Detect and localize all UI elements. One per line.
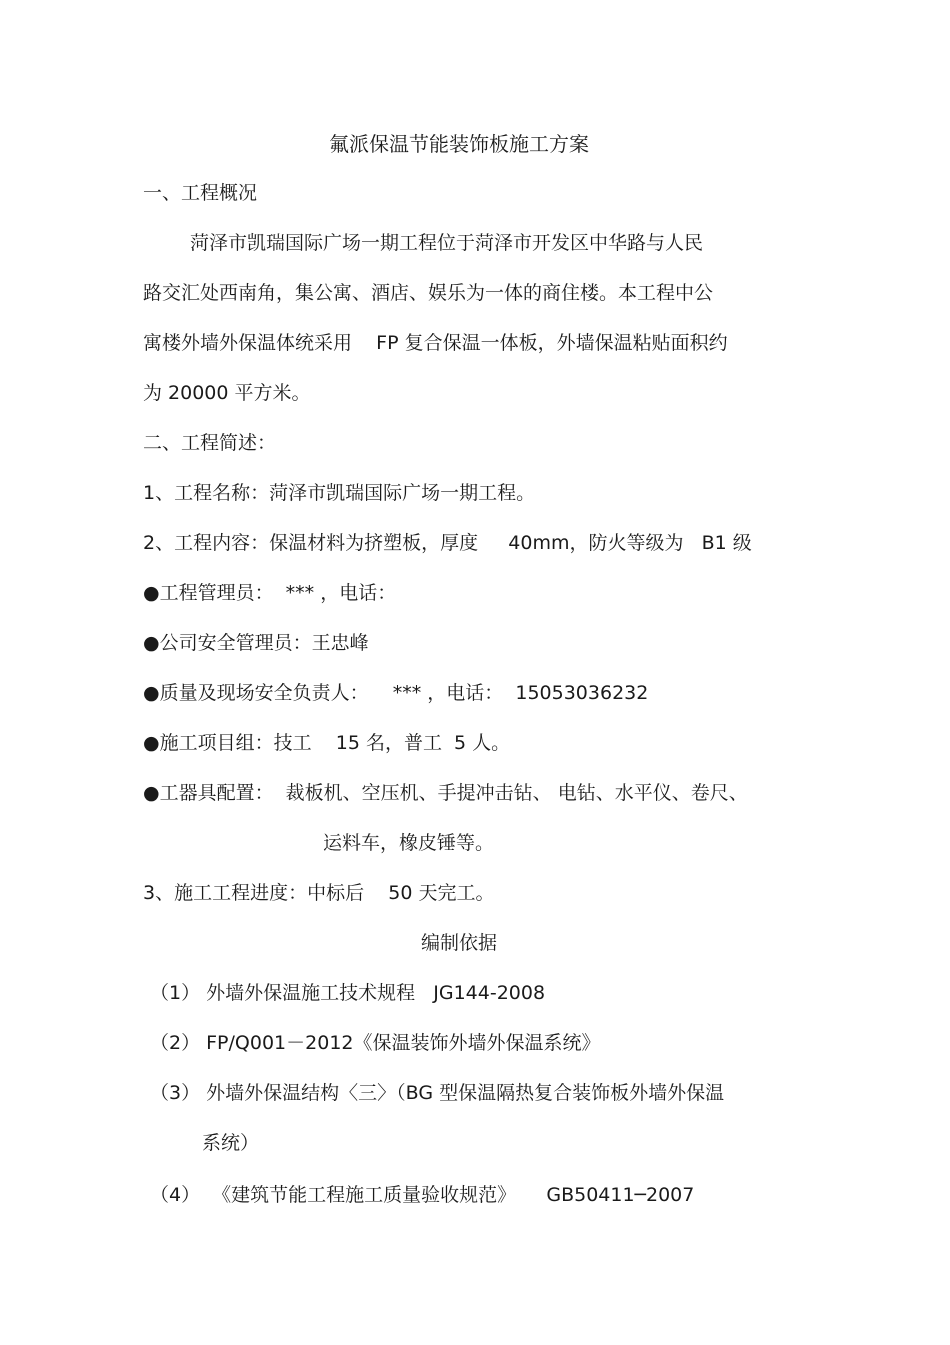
paragraph-line: 菏泽市凯瑞国际广场一期工程位于菏泽市开发区中华路与人民 [190,232,704,254]
basis-item: （3） 外墙外保温结构〈三〉（BG 型保温隔热复合装饰板外墙外保温 [150,1082,725,1104]
basis-item: （2） FP/Q001－2012《保温装饰外墙外保温系统》 [150,1032,601,1054]
project-content-item: 2、工程内容：保温材料为挤塑板，厚度 40mm，防火等级为 B1 级 [143,532,752,554]
basis-heading: 编制依据 [420,932,497,954]
bullet-tools-continued: 运料车，橡皮锤等。 [323,832,495,854]
paragraph-line: 路交汇处西南角，集公寓、酒店、娱乐为一体的商住楼。本工程中公 [143,282,714,304]
project-name-item: 1、工程名称：菏泽市凯瑞国际广场一期工程。 [143,482,536,504]
bullet-manager: ●工程管理员： *** ，电话： [143,582,397,604]
section2-heading: 二、工程简述： [143,432,277,454]
document-title: 氟派保温节能装饰板施工方案 [329,132,589,156]
section1-heading: 一、工程概况 [143,182,258,204]
schedule-item: 3、施工工程进度：中标后 50 天完工。 [143,882,495,904]
basis-item: （1） 外墙外保温施工技术规程 JG144-2008 [150,982,546,1004]
basis-item-continued: 系统） [202,1132,260,1154]
bullet-project-team: ●施工项目组：技工 15 名，普工 5 人。 [143,732,511,754]
bullet-tools: ●工器具配置： 裁板机、空压机、手提冲击钻、 电钻、水平仪、卷尺、 [143,782,748,804]
paragraph-line: 寓楼外墙外保温体统采用 FP 复合保温一体板，外墙保温粘贴面积约 [143,332,728,354]
basis-item: （4） 《建筑节能工程施工质量验收规范》 GB50411─2007 [150,1184,695,1206]
bullet-quality-responsible: ●质量及现场安全负责人： *** ，电话： 15053036232 [143,682,649,704]
paragraph-line: 为 20000 平方米。 [143,382,311,404]
bullet-safety-manager: ●公司安全管理员：王忠峰 [143,632,369,654]
